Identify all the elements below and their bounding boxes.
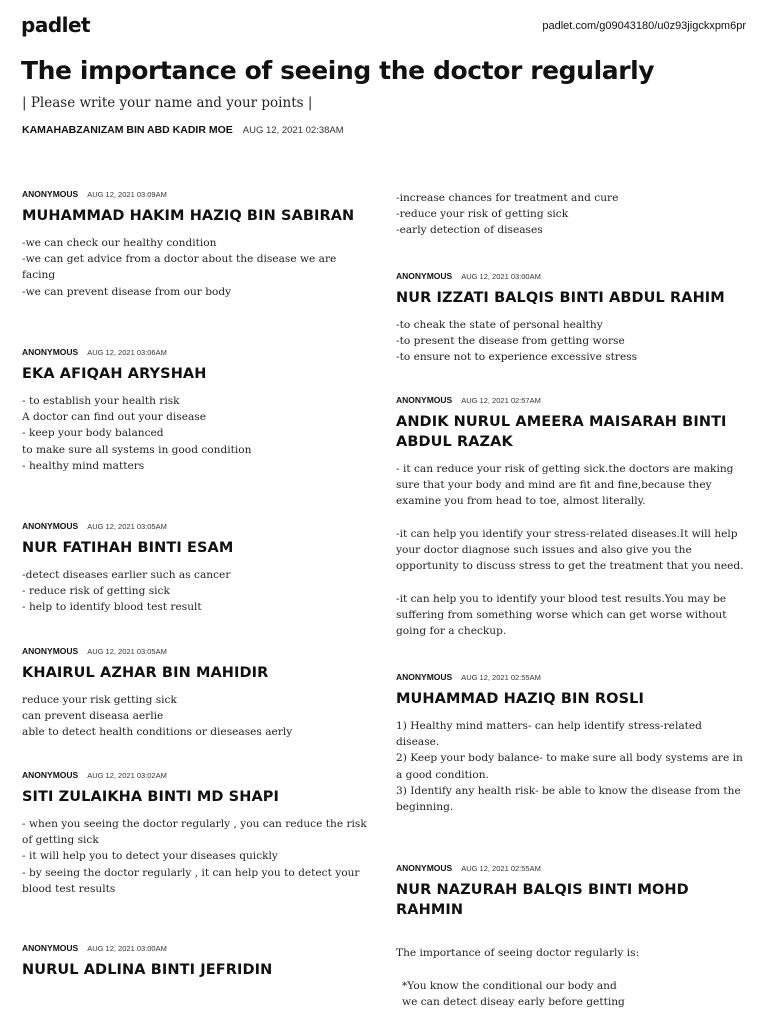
post-line: - healthy mind matters — [22, 459, 145, 472]
post-line: 1) Healthy mind matters- can help identify stress-related — [396, 720, 702, 732]
post-line: - by seeing the doctor regularly , it can help you to detect your — [22, 866, 360, 879]
post-line: to make sure all systems in good condition — [22, 443, 252, 456]
post-line: sure that your body and mind are fit and fine,because they — [396, 479, 712, 492]
post-line: - it will help you to detect your diseases quickly — [22, 850, 278, 863]
post-body — [22, 567, 372, 616]
post-line: able to detect health conditions or dieseases aerly — [22, 726, 293, 739]
post-line: -reduce your risk of getting sick — [396, 208, 569, 221]
post-line: -we can get advice from a doctor about the disease we are — [22, 253, 337, 266]
post-line: The importance of seeing doctor regularly is: — [396, 947, 640, 960]
post-line: 3) Identify any health risk- be able to know the disease from the — [396, 784, 741, 797]
post-author: ANONYMOUS — [22, 521, 79, 531]
post-author: ANONYMOUS — [22, 770, 79, 780]
post-line: can prevent diseasa aerlie — [22, 710, 164, 723]
post-date: AUG 12, 2021 02:55AM — [461, 864, 541, 873]
board-date: AUG 12, 2021 02:38AM — [242, 125, 344, 136]
post-date: AUG 12, 2021 03:09AM — [87, 190, 167, 199]
post-meta — [396, 271, 748, 281]
post-card[interactable] — [396, 395, 748, 639]
post-body — [22, 816, 372, 897]
post-body — [396, 461, 748, 639]
post-line: -we can check our healthy condition — [22, 237, 217, 249]
post-meta — [396, 672, 748, 682]
post-title: NURUL ADLINA BINTI JEFRIDIN — [22, 962, 273, 978]
post-line: *You know the conditional our body and — [402, 979, 617, 992]
post-body — [396, 190, 748, 239]
post-body — [22, 235, 372, 300]
post-date: AUG 12, 2021 02:57AM — [461, 396, 541, 405]
post-line: -to present the disease from getting worse — [396, 335, 625, 348]
post-body — [396, 718, 748, 815]
post-line — [396, 929, 748, 945]
post-line: - keep your body balanced — [22, 427, 164, 440]
post-date: AUG 12, 2021 03:02AM — [87, 771, 167, 780]
post-title: MUHAMMAD HAKIM HAZIQ BIN SABIRAN — [22, 208, 355, 224]
post-line: opportunity to discuss stress to get the treatment that you need. — [396, 560, 744, 573]
post-meta — [22, 521, 372, 531]
post-line: we can detect diseay early before getting — [402, 995, 625, 1008]
post-title: ANDIK NURUL AMEERA MAISARAH BINTI ABDUL RAZAK — [396, 414, 727, 450]
post-author: ANONYMOUS — [22, 347, 79, 357]
post-author: ANONYMOUS — [22, 189, 79, 199]
post-line — [396, 961, 748, 977]
post-line: suffering from something worse which can get worse without — [396, 608, 727, 621]
post-author: ANONYMOUS — [396, 863, 453, 873]
post-line: - when you seeing the doctor regularly , you can reduce the risk — [22, 818, 367, 830]
post-card[interactable] — [22, 189, 372, 300]
post-line: 2) Keep your body balance- to make sure all body systems are in — [396, 752, 743, 765]
post-body — [22, 692, 372, 741]
post-line: reduce your risk getting sick — [22, 694, 177, 706]
post-line: disease. — [396, 736, 440, 749]
board-url[interactable]: padlet.com/g09043180/u0z93jigckxpm6pr — [542, 20, 746, 32]
post-author: ANONYMOUS — [22, 646, 79, 656]
post-card-continued[interactable] — [396, 181, 748, 239]
post-meta — [396, 863, 748, 873]
post-line: -to ensure not to experience excessive stress — [396, 351, 638, 364]
post-line: A doctor can find out your disease — [22, 411, 206, 424]
post-date: AUG 12, 2021 02:55AM — [461, 673, 541, 682]
post-card[interactable] — [396, 271, 748, 366]
post-card[interactable] — [22, 521, 372, 616]
post-line: going for a checkup. — [396, 625, 507, 637]
post-card[interactable] — [22, 646, 372, 741]
post-line: - it can reduce your risk of getting sick.the doctors are making — [396, 463, 734, 475]
post-line: - reduce risk of getting sick — [22, 585, 170, 598]
post-card[interactable] — [396, 672, 748, 815]
post-line: -increase chances for treatment and cure — [396, 192, 619, 204]
board-title: The importance of seeing the doctor regularly — [21, 56, 655, 85]
post-line: -it can help you to identify your blood test results.You may be — [396, 592, 727, 605]
post-line: of getting sick — [22, 834, 99, 847]
post-meta — [22, 189, 372, 199]
post-body — [396, 317, 748, 366]
post-line: your doctor diagnose such issues and also give you the — [396, 544, 692, 556]
post-line: - help to identify blood test result — [22, 601, 202, 614]
post-line: -early detection of diseases — [396, 224, 543, 237]
post-line: facing — [22, 269, 56, 282]
post-date: AUG 12, 2021 03:05AM — [87, 522, 167, 531]
post-title: EKA AFIQAH ARYSHAH — [22, 366, 207, 382]
post-card[interactable] — [22, 943, 372, 980]
post-line: blood test results — [22, 882, 116, 895]
post-meta — [22, 770, 372, 780]
post-line — [396, 510, 748, 526]
post-line: a good condition. — [396, 768, 489, 781]
padlet-logo[interactable]: padlet — [21, 13, 91, 37]
post-line — [396, 574, 748, 590]
post-date: AUG 12, 2021 03:06AM — [87, 348, 167, 357]
post-meta — [396, 395, 748, 405]
board-owner-row — [22, 124, 344, 136]
board-owner: KAMAHABZANIZAM BIN ABD KADIR MOE — [22, 124, 233, 136]
post-author: ANONYMOUS — [396, 395, 453, 405]
post-card[interactable] — [22, 770, 372, 897]
post-date: AUG 12, 2021 03:05AM — [87, 647, 167, 656]
post-title: SITI ZULAIKHA BINTI MD SHAPI — [22, 789, 280, 805]
post-author: ANONYMOUS — [396, 271, 453, 281]
post-line: beginning. — [396, 801, 454, 814]
post-body — [396, 929, 748, 1010]
post-date: AUG 12, 2021 03:00AM — [87, 944, 167, 953]
post-line: -detect diseases earlier such as cancer — [22, 569, 231, 581]
post-line: - to establish your health risk — [22, 395, 180, 407]
post-title: NUR IZZATI BALQIS BINTI ABDUL RAHIM — [396, 290, 725, 306]
post-title: MUHAMMAD HAZIQ BIN ROSLI — [396, 691, 644, 707]
post-title: KHAIRUL AZHAR BIN MAHIDIR — [22, 665, 269, 681]
post-line: -we can prevent disease from our body — [22, 285, 232, 298]
post-line: -to cheak the state of personal healthy — [396, 319, 603, 331]
post-date: AUG 12, 2021 03:00AM — [461, 272, 541, 281]
board-description: | Please write your name and your points | — [22, 95, 313, 111]
top-bar — [0, 0, 768, 52]
post-title: NUR NAZURAH BALQIS BINTI MOHD RAHMIN — [396, 882, 689, 918]
post-author: ANONYMOUS — [22, 943, 79, 953]
post-card[interactable] — [22, 347, 372, 474]
post-author: ANONYMOUS — [396, 672, 453, 682]
post-meta — [22, 347, 372, 357]
post-meta — [22, 943, 372, 953]
post-title: NUR FATIHAH BINTI ESAM — [22, 540, 234, 556]
post-meta — [22, 646, 372, 656]
post-body — [22, 393, 372, 474]
post-line: examine you from head to toe, almost literally. — [396, 495, 646, 508]
post-line: -it can help you identify your stress-related diseases.It will help — [396, 527, 738, 540]
post-card[interactable] — [396, 863, 748, 1010]
